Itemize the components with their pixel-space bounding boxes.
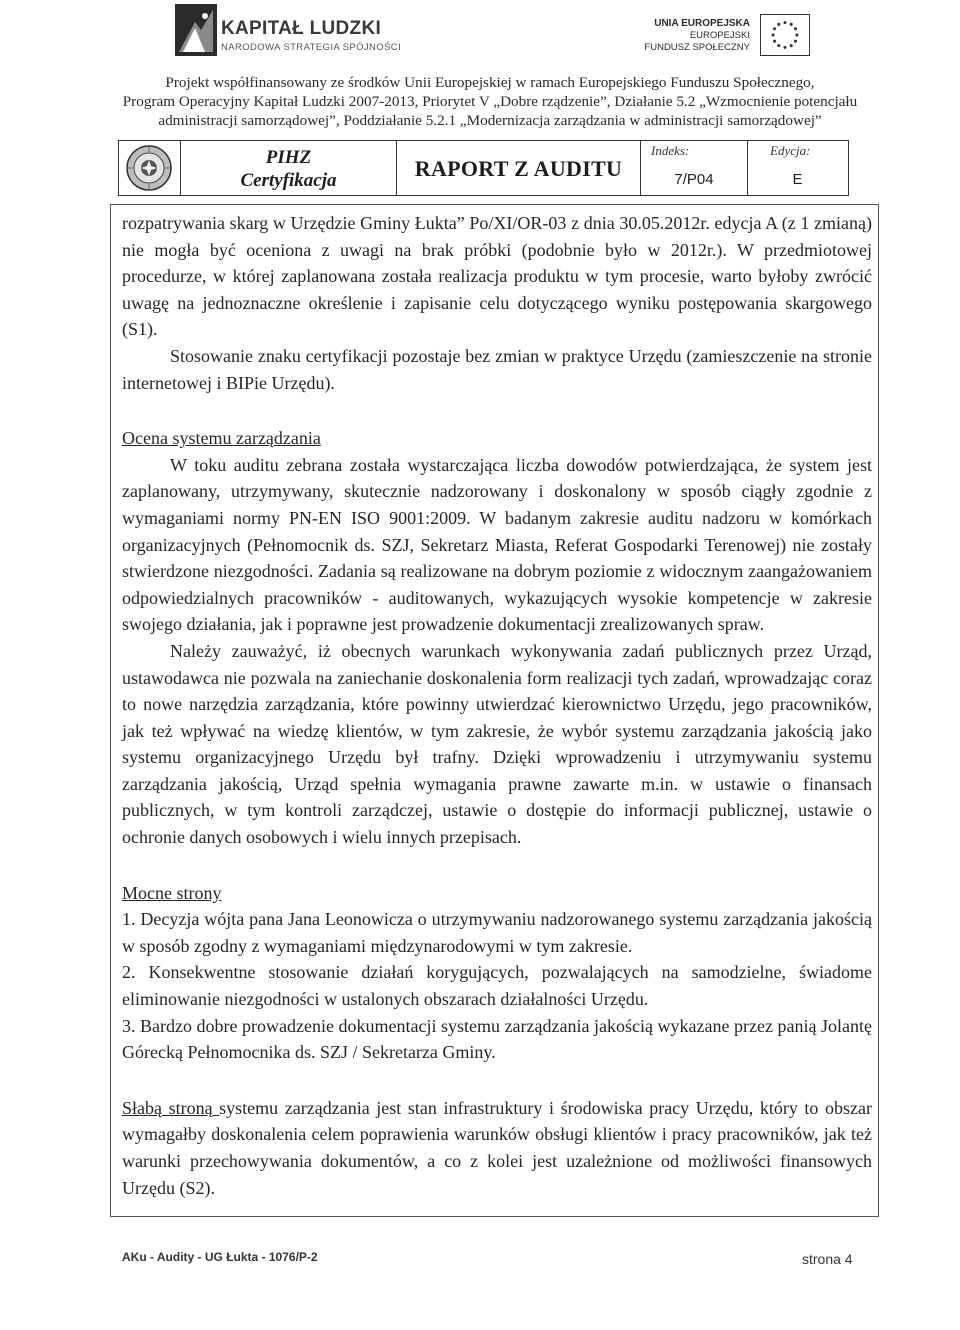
- eu-line-3: FUNDUSZ SPOŁECZNY: [644, 42, 750, 53]
- strength-item-2: 2. Konsekwentne stosowanie działań korygujących, pozwalających na samodzielne, świadome eliminowanie niezgodności w ustalonych obszarach działalności Urzędu.: [122, 962, 872, 1010]
- seal-cell: [119, 141, 181, 195]
- weakness-text: systemu zarządzania jest stan infrastruktury i środowiska pracy Urzędu, który to obszar wymagałby doskonalenia celem poprawienia warunków obsługi klientów i pracy pracowników, jak też warunki przechowywania dokumentów, a co z kolei jest uzależnione od możliwości finansowych Urzędu (S2).: [122, 1097, 872, 1198]
- paragraph-assessment: W toku auditu zebrana została wystarczająca liczba dowodów potwierdzająca, że system jest zaplanowany, utrzymywany, skutecznie nadzorowany i doskonalony w sposób ciągły zgodnie z wymaganiami normy PN-EN ISO 9001:2009. W badanym zakresie auditu nadzoru w komórkach organizacyjnych (Pełnomocnik ds. SZJ, Sekretarz Miasta, Referat Gospodarki Terenowej) nie zostały stwierdzone niezgodności. Zadania są realizowane na dobrym poziomie z widocznym zaangażowaniem odpowiedzialnych pracowników - auditowanych, wykazujących wysokie kompetencje w zakresie swojego działania, jak i poprawne jest prowadzenie dokumentacji zrealizowanych spraw.: [122, 454, 872, 635]
- index-cell: [641, 141, 748, 195]
- report-title: RAPORT Z AUDITU: [414, 156, 623, 181]
- kapital-ludzki-subtitle: NARODOWA STRATEGIA SPÓJNOŚCI: [221, 42, 402, 53]
- certification-cell: [181, 141, 397, 195]
- title-cell: [397, 141, 641, 195]
- eu-flag-icon: [760, 14, 810, 56]
- index-value: 7/P04: [674, 171, 714, 188]
- kapital-ludzki-emblem-icon: [175, 4, 217, 56]
- report-header-table: [118, 140, 849, 196]
- project-info-line-3: administracji samorządowej”, Poddziałanie 5.2.1 „Modernizacja zarządzania w administracji samorządowej”: [158, 112, 822, 129]
- edition-value: E: [792, 171, 803, 188]
- paragraph-cert-mark: Stosowanie znaku certyfikacji pozostaje bez zmian w praktyce Urzędu (zamieszczenie na stronie internetowej i BIPie Urzędu).: [122, 345, 872, 393]
- heading-system-assessment: Ocena systemu zarządzania: [122, 428, 321, 449]
- cert-name: PIHZ: [265, 147, 312, 168]
- eu-line-2: EUROPEJSKI: [689, 30, 750, 41]
- eu-text: [644, 18, 750, 54]
- edition-label: Edycja:: [770, 143, 811, 158]
- paragraph-complaints: rozpatrywania skarg w Urzędzie Gminy Łukta” Po/XI/OR-03 z dnia 30.05.2012r. edycja A (z 1 zmianą) nie mogła być oceniona z uwagi na brak próbki (podobnie było w 2012r.). W przedmiotowej procedurze, w której zaplanowana została realizacja produktu w tym procesie, warto byłoby zwrócić uwagę na jednoznaczne określenie i zapisanie celu dotyczącego wyniku postępowania skargowego (S1).: [122, 213, 872, 340]
- kapital-ludzki-name: KAPITAŁ LUDZKI: [221, 18, 382, 39]
- strength-item-3: 3. Bardzo dobre prowadzenie dokumentacji systemu zarządzania jakością wykazane przez panią Jolantę Górecką Pełnomocnika ds. SZJ / Sekretarza Gminy.: [122, 1015, 872, 1063]
- edition-cell: [748, 141, 847, 195]
- project-info: [110, 73, 870, 130]
- report-body: [122, 210, 872, 1201]
- footer-page-number: strona 4: [802, 1251, 853, 1267]
- eu-logo: [620, 12, 810, 62]
- project-info-line-2: Program Operacyjny Kapitał Ludzki 2007-2013, Priorytet V „Dobre rządzenie”, Działanie 5.2 „Wzmocnienie potencjału: [122, 93, 858, 110]
- project-info-line-1: Projekt współfinansowany ze środków Unii Europejskiej w ramach Europejskiego Funduszu Społecznego,: [165, 74, 815, 91]
- paragraph-observation: Należy zauważyć, iż obecnych warunkach wykonywania zadań publicznych przez Urząd, ustawodawca nie pozwala na zaniechanie doskonalenia form realizacji tych zadań, wprowadzając coraz to nowe narzędzia zarządzania, które powinny utwierdzać kierownictwo Urzędu, jego pracowników, jak też wpływać na wiedzę klientów, w tym zakresie, że wybór systemu zarządzania jakością jako systemu organizacyjnego Urzędu był trafny. Dzięki wprowadzeniu i utrzymywaniu systemu zarządzania jakością, Urząd spełnia wymagania prawne zawarte m.in. w ustawie o finansach publicznych, w tym kontroli zarządczej, ustawie o dostępie do informacji publicznej, ustawie o ochronie danych osobowych i wielu innych przepisach.: [122, 640, 872, 848]
- heading-strengths: Mocne strony: [122, 882, 222, 903]
- footer-document-ref: AKu - Audity - UG Łukta - 1076/P-2: [122, 1250, 318, 1264]
- cert-subtitle: Certyfikacja: [240, 170, 337, 191]
- weakness-label: Słabą stroną: [122, 1097, 220, 1118]
- kapital-ludzki-logo: [175, 4, 405, 60]
- strength-item-1: 1. Decyzja wójta pana Jana Leonowicza o utrzymywaniu nadzorowanego systemu zarządzania jakością w sposób zgodny z wymaganiami międzynarodowymi w tym zakresie.: [122, 909, 872, 956]
- index-label: Indeks:: [651, 143, 690, 158]
- certification-seal-icon: [125, 144, 173, 192]
- eu-line-1: UNIA EUROPEJSKA: [654, 18, 750, 29]
- paragraph-weakness: [122, 1095, 872, 1201]
